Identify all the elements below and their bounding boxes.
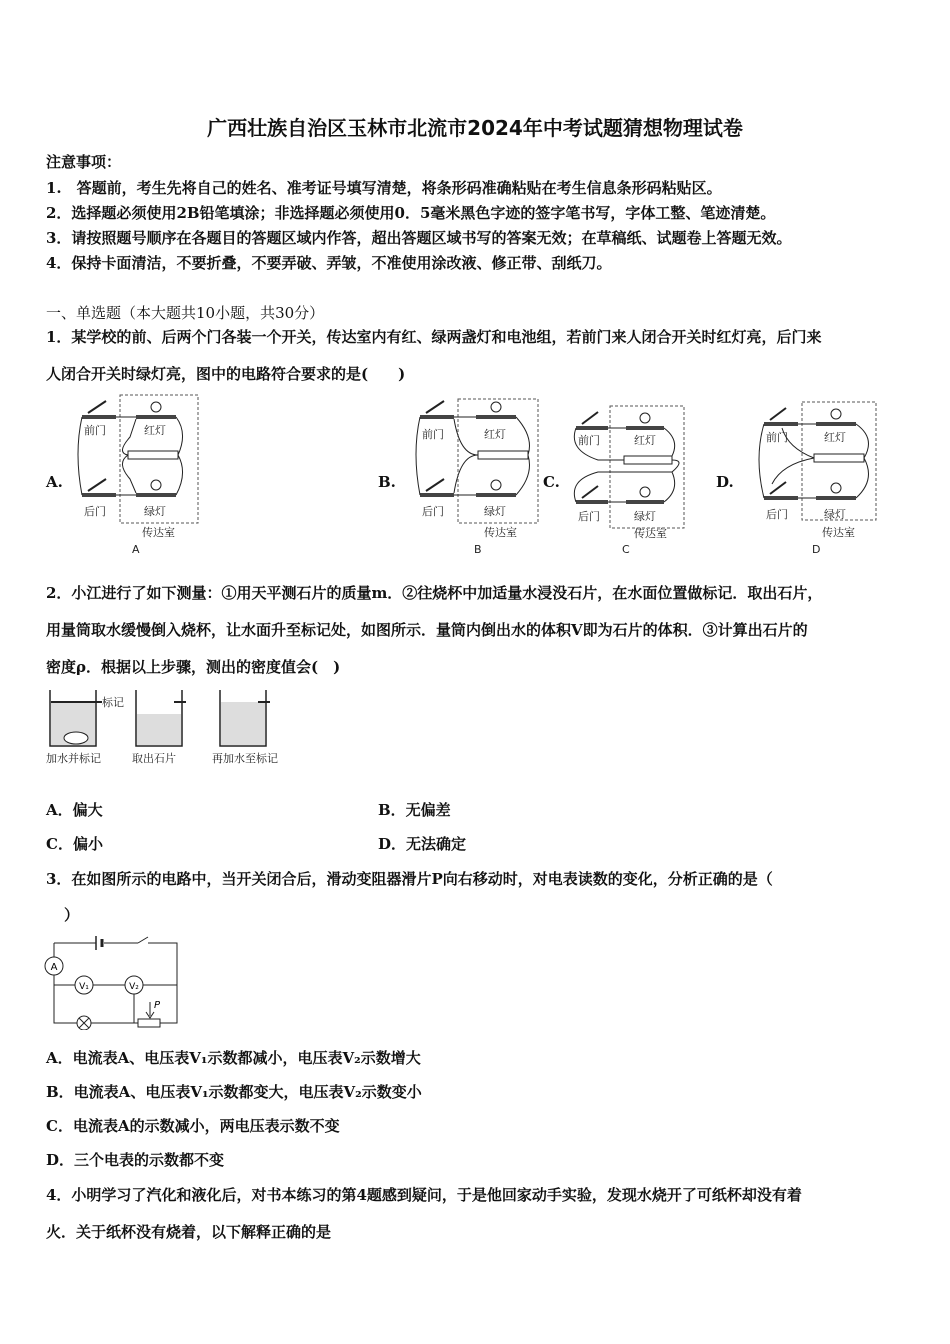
slider-arrow-icon [146,1002,154,1018]
back-label: 后门 [578,510,600,523]
q1-option-label-d: D. [716,473,734,491]
front-label: 前门 [422,428,444,441]
circuit-figure-b [408,393,548,558]
green-lamp [640,487,650,497]
battery [128,451,178,459]
room-label: 传达室 [484,526,517,539]
q2-text: 2．小江进行了如下测量：①用天平测石片的质量m．②往烧杯中加适量水浸没石片，在水面位置做标记．取出石片， [46,584,823,602]
front-switch [420,415,454,419]
back-switch [82,493,116,497]
q2-option-c[interactable]: C．偏小 [46,835,103,853]
room-label: 传达室 [142,526,175,539]
battery [814,454,864,462]
q2-option-a[interactable]: A．偏大 [46,801,103,819]
q3-text: 3．在如图所示的电路中，当开关闭合后，滑动变阻器滑片P向右移动时，对电表读数的变化，分析正确的是（ [46,870,773,888]
battery [624,456,672,464]
green-label: 绿灯 [144,505,166,518]
v1-label: V₁ [79,982,89,992]
water-3 [221,702,265,745]
back-switch [420,493,454,497]
stone [64,732,88,744]
rheostat-icon [138,1019,160,1027]
figure-letter: B [474,543,482,556]
q1-option-label-a: A. [46,473,63,491]
circuit-figure-d [752,398,882,558]
q1-text: 1．某学校的前、后两个门各装一个开关，传达室内有红、绿两盏灯和电池组，若前门来人闭合开关时红灯亮，后门来 [46,328,822,346]
q3-option-c[interactable]: C．电流表A的示数减小，两电压表示数不变 [46,1117,340,1135]
front-switch [576,426,608,430]
notice-item: 2．选择题必须使用2B铅笔填涂；非选择题必须使用0．5毫米黑色字迹的签字笔书写，字体工整、笔迹清楚。 [46,204,776,222]
red-label: 红灯 [484,428,506,441]
q1-option-label-c: C. [543,473,560,491]
slider-label: P [154,1000,161,1011]
q3-option-b[interactable]: B．电流表A、电压表V₁示数都变大，电压表V₂示数变小 [46,1083,422,1101]
back-switch [764,496,798,500]
q4-text: 火．关于纸杯没有烧着，以下解释正确的是 [46,1223,332,1241]
notice-heading: 注意事项： [46,153,122,171]
mark-label: 标记 [102,696,124,709]
q2-option-b[interactable]: B．无偏差 [378,801,451,819]
beaker-caption: 加水并标记 [46,752,101,765]
water-2 [137,714,181,745]
q3-circuit-figure [42,930,187,1030]
front-label: 前门 [766,431,788,444]
figure-letter: D [812,543,821,556]
front-label: 前门 [578,434,600,447]
green-lamp [151,480,161,490]
section-heading: 一、单选题（本大题共10小题，共30分） [46,304,325,322]
red-label: 红灯 [634,434,656,447]
green-lamp-base [136,493,176,497]
figure-letter: C [622,543,630,556]
room-label: 传达室 [634,527,667,540]
ammeter-label: A [50,962,58,973]
back-label: 后门 [766,508,788,521]
front-switch [764,422,798,426]
back-label: 后门 [422,505,444,518]
green-label: 绿灯 [484,505,506,518]
notice-item: 4．保持卡面清洁，不要折叠，不要弄破、弄皱，不准使用涂改液、修正带、刮纸刀。 [46,254,612,272]
room-label: 传达室 [822,526,855,539]
red-label: 红灯 [144,424,166,437]
red-lamp [640,413,650,423]
beaker-figure [44,684,304,770]
q3-option-a[interactable]: A．电流表A、电压表V₁示数都减小，电压表V₂示数增大 [46,1049,421,1067]
q3-option-d[interactable]: D．三个电表的示数都不变 [46,1151,225,1169]
room-outline [802,402,876,520]
v2-label: V₂ [129,982,139,992]
front-label: 前门 [84,424,106,437]
green-label: 绿灯 [634,510,656,523]
red-lamp-base [136,415,176,419]
back-label: 后门 [84,505,106,518]
notice-item: 3．请按照题号顺序在各题目的答题区域内作答，超出答题区域书写的答案无效；在草稿纸、试题卷上答题无效。 [46,229,792,247]
green-lamp [831,483,841,493]
red-label: 红灯 [824,431,846,444]
q2-text: 用量筒取水缓慢倒入烧杯，让水面升至标记处，如图所示．量筒内倒出水的体积V即为石片的体积．③计算出石片的 [46,621,808,639]
switch-icon [138,937,148,943]
front-switch [82,415,116,419]
q2-text: 密度ρ．根据以上步骤，测出的密度值会( ) [46,658,341,676]
beaker-caption: 再加水至标记 [212,752,278,765]
red-lamp [151,402,161,412]
q2-option-d[interactable]: D．无法确定 [378,835,467,853]
circuit-figure-a [70,393,210,558]
back-switch [576,500,608,504]
beaker-caption: 取出石片 [132,752,176,765]
circuit-wires [54,943,177,1023]
q1-text: 人闭合开关时绿灯亮，图中的电路符合要求的是( ) [46,365,406,383]
green-lamp [491,480,501,490]
notice-item: 1. 答题前，考生先将自己的姓名、准考证号填写清楚，将条形码准确粘贴在考生信息条形码粘贴区。 [46,179,722,197]
q1-option-label-b: B. [378,473,396,491]
red-lamp [491,402,501,412]
battery [478,451,528,459]
figure-letter: A [132,543,140,556]
q4-text: 4．小明学习了汽化和液化后，对书本练习的第4题感到疑问，于是他回家动手实验，发现水烧开了可纸杯却没有着 [46,1186,802,1204]
circuit-figure-c [568,400,693,558]
green-label: 绿灯 [824,508,846,521]
exam-title: 广西壮族自治区玉林市北流市2024年中考试题猜想物理试卷 [207,116,743,140]
red-lamp [831,409,841,419]
q3-text: ） [64,906,80,924]
